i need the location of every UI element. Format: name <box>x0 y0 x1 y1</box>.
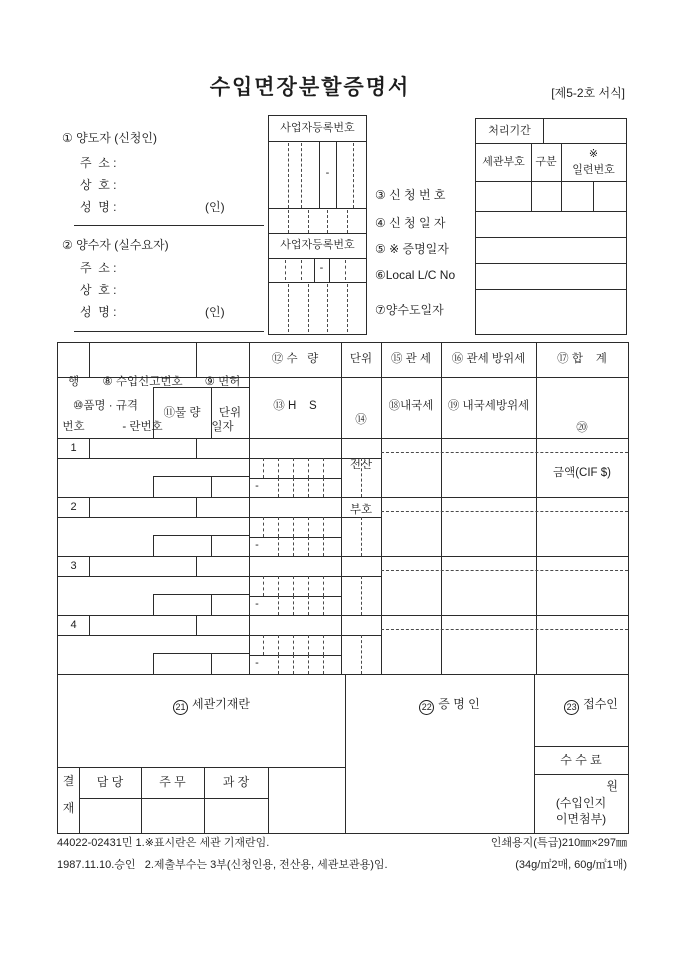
biz-reg-label-1: 사업자등록번호 <box>280 122 355 134</box>
row-number: 4 <box>70 619 77 631</box>
hs-digit-divider <box>293 478 294 497</box>
biz-reg-box <box>268 115 367 335</box>
line <box>196 556 197 576</box>
line <box>476 211 626 212</box>
col-header-unit: 단위 <box>349 353 373 365</box>
hs-digit-divider <box>323 655 324 674</box>
label-line: - 란번호 <box>122 421 163 433</box>
transferor-heading: ① 양도자 (신청인) <box>62 131 157 145</box>
hs-digit-divider <box>308 458 309 478</box>
line <box>196 497 197 517</box>
divider-line <box>74 225 264 226</box>
transferor-address-label: 주 소 : <box>80 156 117 170</box>
digit-divider <box>301 260 302 280</box>
col-header-unit-b: 단위 <box>218 407 242 419</box>
hs-digit-divider <box>323 458 324 478</box>
approval-chief-header: 과 장 <box>222 775 250 789</box>
hs-digit-divider <box>293 517 294 537</box>
label-line: 전산 <box>349 459 373 471</box>
local-lc-no-label: ⑥Local L/C No <box>375 268 456 282</box>
serial-header: 일련번호 <box>572 164 615 176</box>
line <box>269 258 366 259</box>
hs-hyphen: - <box>255 598 259 610</box>
hs-digit-divider <box>293 635 294 655</box>
row-number: 2 <box>70 501 77 513</box>
digit-divider <box>353 143 354 208</box>
label-line: ⑨ 면허 <box>204 376 241 388</box>
hs-digit-divider <box>263 458 264 478</box>
biz-reg-label-2: 사업자등록번호 <box>280 239 355 251</box>
hs-digit-divider <box>278 655 279 674</box>
customs-code-header: 세관부호 <box>482 156 525 168</box>
col-header-domestic-tax: ⑱내국세 <box>388 400 434 412</box>
page-title: 수입면장분할증명서 <box>209 76 411 99</box>
code-digit-divider <box>361 517 362 556</box>
col-header-domestic-defense: ⑲ 내국세방위세 <box>447 400 530 412</box>
hs-hyphen: - <box>255 657 259 669</box>
line <box>593 181 594 211</box>
fee-label: 수 수 료 <box>560 753 602 767</box>
hs-digit-divider <box>323 537 324 556</box>
divider-line <box>74 331 264 332</box>
line <box>476 289 626 290</box>
digit-divider <box>308 284 309 332</box>
transferee-heading: ② 양수자 (실수요자) <box>62 238 169 252</box>
label-line: ⑭ <box>355 414 367 426</box>
approval-label-1: 결 <box>62 774 75 788</box>
transferee-address-label: 주 소 : <box>80 261 117 275</box>
line <box>329 258 330 282</box>
col-header-item-spec: ⑩품명 · 규격 <box>73 400 138 412</box>
transfer-date-label: ⑦양수도일자 <box>375 303 444 317</box>
transferor-name-label: 성 명 : <box>80 200 117 214</box>
receiver-box-label <box>534 682 628 730</box>
circled-number: 23 <box>564 700 579 715</box>
hs-digit-divider <box>308 478 309 497</box>
line <box>153 535 249 536</box>
hs-hyphen: - <box>255 539 259 551</box>
label-line: ⑧ 수입신고번호 <box>102 376 183 388</box>
won-label: 원 <box>606 779 618 793</box>
certify-date-label: ⑤ ※ 증명일자 <box>375 242 449 256</box>
hs-digit-divider <box>293 596 294 615</box>
line <box>269 233 366 234</box>
approval-staff-header: 담 당 <box>96 775 124 789</box>
col-header-total: ⑰ 합 계 <box>557 353 607 365</box>
digit-divider <box>327 210 328 233</box>
transferee-seal-label: (인) <box>205 305 225 319</box>
line <box>531 143 532 181</box>
line <box>153 535 154 556</box>
line <box>79 798 268 799</box>
line <box>211 653 212 674</box>
table-row <box>58 556 628 616</box>
row-number: 3 <box>70 560 77 572</box>
line <box>534 746 628 747</box>
line <box>268 767 269 833</box>
category-header: 구분 <box>535 156 557 168</box>
hs-digit-divider <box>278 537 279 556</box>
transferor-tradename-label: 상 호 : <box>80 178 117 192</box>
line <box>561 143 562 181</box>
hs-digit-divider <box>263 517 264 537</box>
hs-digit-divider <box>278 576 279 596</box>
serial-mark: ※ <box>588 148 599 160</box>
line <box>336 141 337 208</box>
digit-divider <box>288 284 289 332</box>
digit-divider <box>288 210 289 233</box>
line <box>58 635 381 636</box>
line <box>269 141 366 142</box>
digit-divider <box>347 210 348 233</box>
table-row <box>58 497 628 557</box>
processing-table <box>475 118 627 335</box>
digit-divider <box>285 260 286 280</box>
line <box>531 181 532 211</box>
line <box>269 282 366 283</box>
code-digit-divider <box>361 458 362 497</box>
label-line: 부호 <box>349 504 373 516</box>
label-line: ⑳ <box>576 422 588 434</box>
hs-digit-divider <box>278 517 279 537</box>
line <box>153 476 154 497</box>
line <box>211 594 212 615</box>
transferee-tradename-label: 상 호 : <box>80 283 117 297</box>
digit-divider <box>288 143 289 208</box>
hs-digit-divider <box>308 635 309 655</box>
col-header-quantity: ⑫ 수 량 <box>271 353 319 365</box>
customs-entry-box-label <box>58 682 345 730</box>
application-no-label: ③ 신 청 번 호 <box>375 188 446 202</box>
main-table <box>57 342 629 834</box>
line <box>153 476 249 477</box>
footnote-right-2: (34g/㎡2매, 60g/㎡1매) <box>515 859 627 871</box>
approval-manager-header: 주 무 <box>159 775 186 789</box>
col-header-duty-defense: ⑯ 관세 방위세 <box>451 353 526 365</box>
hs-digit-divider <box>323 478 324 497</box>
hs-digit-divider <box>293 458 294 478</box>
label-line: 일자 <box>211 421 234 433</box>
hs-digit-divider <box>323 517 324 537</box>
footnote-right-1: 인쇄용지(특급)210㎜×297㎜ <box>490 837 627 849</box>
approval-label-2: 재 <box>62 801 75 815</box>
stamp-note-2: 이면첨부) <box>555 812 607 826</box>
code-digit-divider <box>361 635 362 674</box>
hs-digit-divider <box>323 576 324 596</box>
tax-dotted-divider <box>381 452 628 453</box>
stamp-note-1: (수입인지 <box>555 796 607 810</box>
hs-digit-divider <box>278 596 279 615</box>
hs-digit-divider <box>263 576 264 596</box>
line <box>153 594 154 615</box>
row-number: 1 <box>70 442 77 454</box>
line <box>196 438 197 458</box>
digit-divider <box>347 284 348 332</box>
hs-digit-divider <box>308 517 309 537</box>
label-line: 행 <box>67 376 80 388</box>
biz-reg-hyphen: - <box>319 262 324 274</box>
label-text: 세관기재란 <box>192 697 250 711</box>
label-line: 금액(CIF $) <box>553 467 611 479</box>
hs-digit-divider <box>278 478 279 497</box>
digit-divider <box>345 260 346 280</box>
hs-hyphen: - <box>255 480 259 492</box>
digit-divider <box>308 210 309 233</box>
hs-digit-divider <box>308 537 309 556</box>
line <box>58 767 345 768</box>
hs-digit-divider <box>308 655 309 674</box>
col-header-volume: ⑪물 량 <box>163 407 201 419</box>
hs-digit-divider <box>278 635 279 655</box>
label-text: 접수인 <box>583 697 618 711</box>
form-code: [제5-2호 서식] <box>551 86 625 100</box>
tax-dotted-divider <box>381 629 628 630</box>
hs-digit-divider <box>278 458 279 478</box>
hs-digit-divider <box>293 537 294 556</box>
table-row <box>58 615 628 675</box>
line <box>153 653 154 674</box>
circled-number: 22 <box>419 700 434 715</box>
line <box>89 497 90 517</box>
transferor-seal-label: (인) <box>205 200 225 214</box>
col-header-customs-duty: ⑮ 관 세 <box>390 353 432 365</box>
line <box>58 517 381 518</box>
tax-dotted-divider <box>381 570 628 571</box>
digit-divider <box>327 284 328 332</box>
line <box>269 208 366 209</box>
application-date-label: ④ 신 청 일 자 <box>375 216 446 230</box>
line <box>153 653 249 654</box>
hs-digit-divider <box>263 635 264 655</box>
table-row <box>58 438 628 498</box>
certifier-box-label <box>345 682 534 730</box>
line <box>476 237 626 238</box>
biz-reg-hyphen: - <box>325 167 330 179</box>
line <box>543 119 544 143</box>
code-digit-divider <box>361 576 362 615</box>
line <box>58 458 381 459</box>
transferee-name-label: 성 명 : <box>80 305 117 319</box>
line <box>89 438 90 458</box>
line <box>89 615 90 635</box>
line <box>534 774 628 775</box>
line <box>476 263 626 264</box>
line <box>153 594 249 595</box>
footnote-left-2: 1987.11.10.승인 2.제출부수는 3부(신청인용, 전산용, 세관보관용)임. <box>57 859 388 871</box>
label-text: 증 명 인 <box>438 697 480 711</box>
line <box>211 476 212 497</box>
hs-digit-divider <box>293 655 294 674</box>
line <box>89 556 90 576</box>
footnote-left-1: 44022-02431민 1.※표시란은 세관 기재란임. <box>57 837 270 849</box>
digit-divider <box>301 143 302 208</box>
label-line: 번호 <box>62 421 85 433</box>
hs-digit-divider <box>323 635 324 655</box>
hs-digit-divider <box>308 596 309 615</box>
line <box>561 181 562 211</box>
col-header-hs: ⑬ H S <box>273 400 317 412</box>
line <box>476 143 626 144</box>
tax-dotted-divider <box>381 511 628 512</box>
hs-digit-divider <box>308 576 309 596</box>
line <box>476 181 626 182</box>
processing-period-label: 처리기간 <box>488 125 531 137</box>
hs-digit-divider <box>323 596 324 615</box>
hs-digit-divider <box>293 576 294 596</box>
line <box>211 535 212 556</box>
line <box>196 615 197 635</box>
circled-number: 21 <box>173 700 188 715</box>
line <box>58 576 381 577</box>
